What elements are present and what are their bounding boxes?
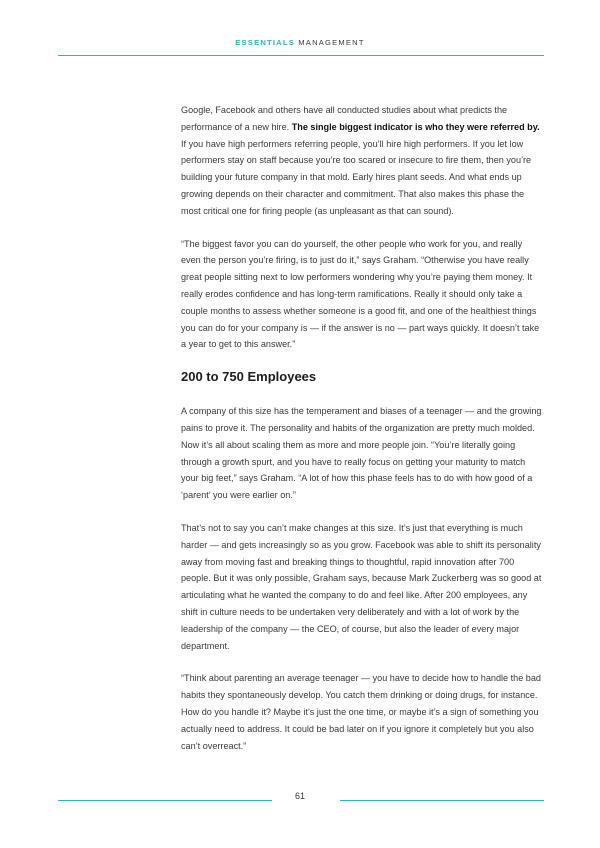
running-header — [0, 38, 600, 47]
footer-divider-right — [340, 800, 544, 801]
paragraph-referrals — [181, 102, 543, 220]
header-divider — [58, 55, 544, 56]
section-heading: 200 to 750 Employees — [181, 369, 317, 385]
header-topic: MANAGEMENT — [298, 38, 365, 47]
paragraph-graham-quote-firing: “The biggest favor you can do yourself, the other people who work for you, and really even the person you’re firing, is to just do it,” says Graham. “Otherwise you have really great people sitting next to low performers wondering why you’re paying them money. It really erodes confidence and has long-term ramifications. Really it should only take a couple months to assess whether someone is a good fit, and one of the healthiest things you can do for your company is — if the answer is no — part ways quickly. It doesn’t take a year to get to this answer.” — [181, 238, 540, 350]
page-number: 61 — [294, 791, 305, 801]
header-section: ESSENTIALS — [235, 38, 295, 47]
paragraph-referrals-intro: Google, Facebook and others have all conducted studies about what predicts the performance of a new hire. — [181, 105, 508, 132]
paragraph-teenager: A company of this size has the temperament and biases of a teenager — and the growing pains to prove it. The personality and habits of the organization are pretty much molded. Now it’s all about scaling them as more and more people join. “You’re literally going through a growth spurt, and you have to really focus on getting your maturity to match your big feet,” says Graham. “A lot of how this phase feels has to do with how good of a ‘parent’ you were earlier on.” — [181, 406, 542, 501]
footer-divider-left — [58, 800, 272, 801]
paragraph-referrals-rest: If you have high performers referring people, you’ll hire high performers. If you let low performers stay on staff because you’re too scared or insecure to fire them, then you’re building your future company in that mold. Early hires plant seeds. And what ends up growing depends on their character and commitment. That also makes this phase the most critical one for firing people (as unpleasant as that can sound). — [181, 138, 532, 216]
paragraph-changes: That’s not to say you can’t make changes at this size. It’s just that everything is much harder — and gets increasingly so as you grow. Facebook was able to shift its personality away from moving fast and breaking things to thoughtful, rapid innovation after 700 people. But it was only possible, Graham says, because Mark Zuckerberg was so good at articulating what he wanted the company to do and feel like. After 200 employees, any shift in culture needs to be undertaken very deliberately and with a lot of work by the leadership of the company — the CEO, of course, but also the leader of every major department. — [181, 522, 542, 651]
paragraph-referrals-emphasis: The single biggest indicator is who they were referred by. — [291, 121, 540, 132]
paragraph-parenting-quote: “Think about parenting an average teenager — you have to decide how to handle the bad habits they spontaneously develop. You catch them drinking or doing drugs, for instance. How do you handle it? Maybe it’s just the one time, or maybe it’s a sign of something you actually need to address. It could be bad later on if you ignore it completely but you also can’t overreact.” — [181, 673, 541, 751]
article-body — [181, 102, 543, 770]
